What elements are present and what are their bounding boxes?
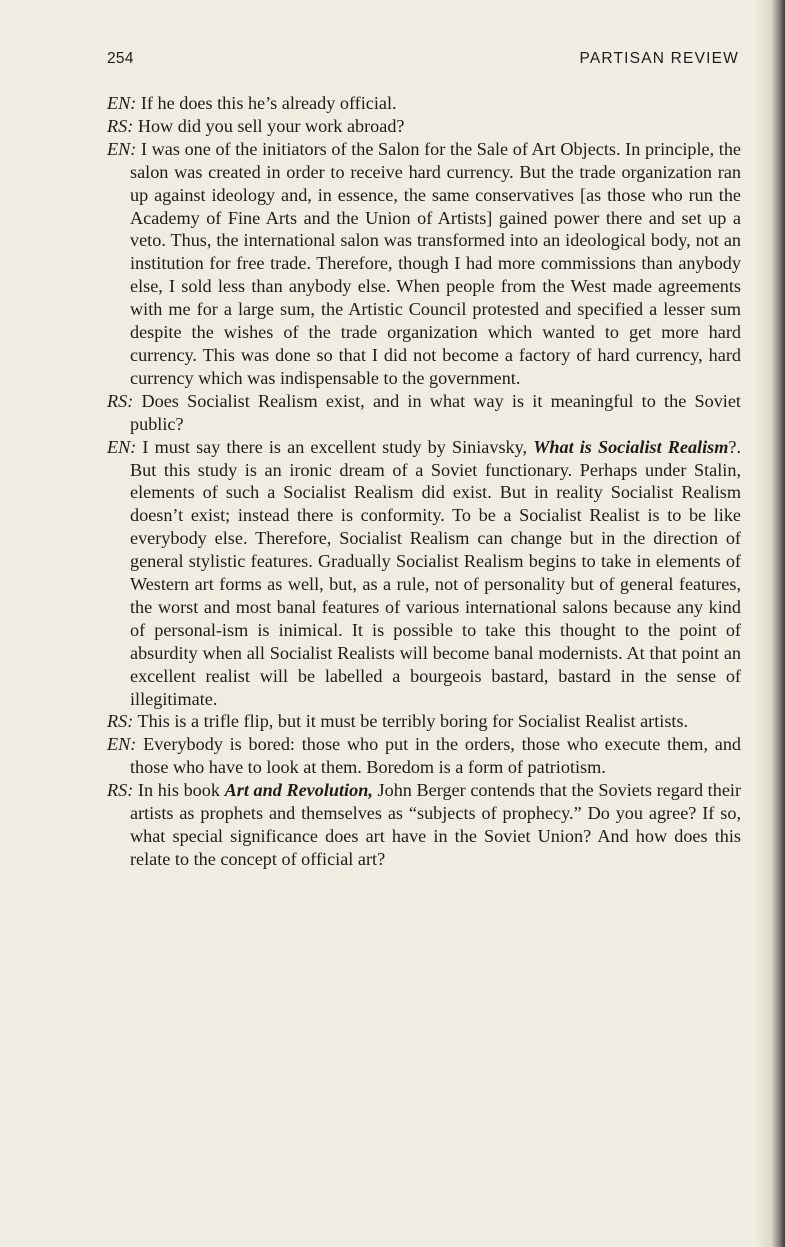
interview-entry bbox=[107, 115, 741, 138]
interview-text bbox=[107, 92, 741, 871]
running-head: PARTISAN REVIEW bbox=[579, 50, 739, 67]
speaker-label: RS: bbox=[107, 780, 134, 801]
speaker-label: EN: bbox=[107, 734, 137, 755]
speaker-label: RS: bbox=[107, 390, 134, 411]
book-title: Art and Revolution, bbox=[224, 780, 373, 801]
speaker-label: EN: bbox=[107, 138, 137, 159]
entry-text: This is a trifle flip, but it must be terribly boring for Socialist Realist artists. bbox=[137, 711, 689, 732]
speaker-label: RS: bbox=[107, 711, 134, 732]
book-title: What is Socialist Realism bbox=[533, 436, 729, 457]
interview-entry bbox=[107, 92, 741, 115]
interview-entry bbox=[107, 779, 741, 871]
entry-text-after: ?. But this study is an ironic dream of a Soviet functionary. Perhaps under Stalin, elements of such a Socialist Realism did exist. But in reality Socialist Realism doesn’t exist; instead there is conformity. To be a Socialist Realist is to be like everybody else. Therefore, Socialist Realism can change but in the direction of general stylistic features. Gradually Socialist Realism begins to take in elements of Western art forms as well, but, as a rule, not of personality but of general features, the worst and most banal features of various international salons because any kind of personal-ism is inimical. It is possible to take this thought to the point of absurdity when all Socialist Realists will become banal modernists. At that point an excellent realist will be labelled a bourgeois bastard, bastard in the sense of illegitimate. bbox=[130, 436, 741, 709]
interview-entry bbox=[107, 733, 741, 779]
entry-text-before: I must say there is an excellent study by Siniavsky, bbox=[142, 436, 534, 457]
page-header bbox=[107, 50, 739, 72]
entry-text-after: John Berger contends that the Soviets regard their artists as prophets and themselves as “subjects of prophecy.” Do you agree? If so, what special significance does art have in the Soviet Union? And how does this relate to the concept of official art? bbox=[130, 780, 742, 869]
entry-text: Everybody is bored: those who put in the orders, those who execute them, and those who have to look at them. Boredom is a form of patriotism. bbox=[130, 734, 742, 778]
interview-entry bbox=[107, 436, 741, 711]
speaker-label: RS: bbox=[107, 115, 134, 136]
entry-text: Does Socialist Realism exist, and in what way is it meaningful to the Soviet public? bbox=[130, 390, 741, 434]
page-number: 254 bbox=[107, 50, 134, 67]
interview-entry bbox=[107, 710, 741, 733]
entry-text-before: In his book bbox=[137, 780, 225, 801]
entry-text: If he does this he’s already official. bbox=[140, 93, 397, 113]
speaker-label: EN: bbox=[107, 436, 137, 457]
page-edge-shadow bbox=[755, 0, 785, 1247]
interview-entry bbox=[107, 138, 741, 390]
interview-entry bbox=[107, 390, 741, 436]
entry-text: I was one of the initiators of the Salon for the Sale of Art Objects. In principle, the salon was created in order to receive hard currency. But the trade organization ran up against ideology and, in essence, the same conservatives [as those who run the Academy of Fine Arts and the Union of Artists] gained power there and set up a veto. Thus, the international salon was transformed into an ideological body, not an institution for free trade. Therefore, though I had more commissions than anybody else, I sold less than anybody else. When people from the West made agreements with me for a large sum, the Artistic Council protested and specified a lesser sum despite the wishes of the trade organization which wanted to get more hard currency. This was done so that I did not become a factory of hard currency, hard currency which was indispensable to the government. bbox=[130, 138, 741, 388]
entry-text: How did you sell your work abroad? bbox=[137, 115, 405, 136]
speaker-label: EN: bbox=[107, 93, 137, 113]
